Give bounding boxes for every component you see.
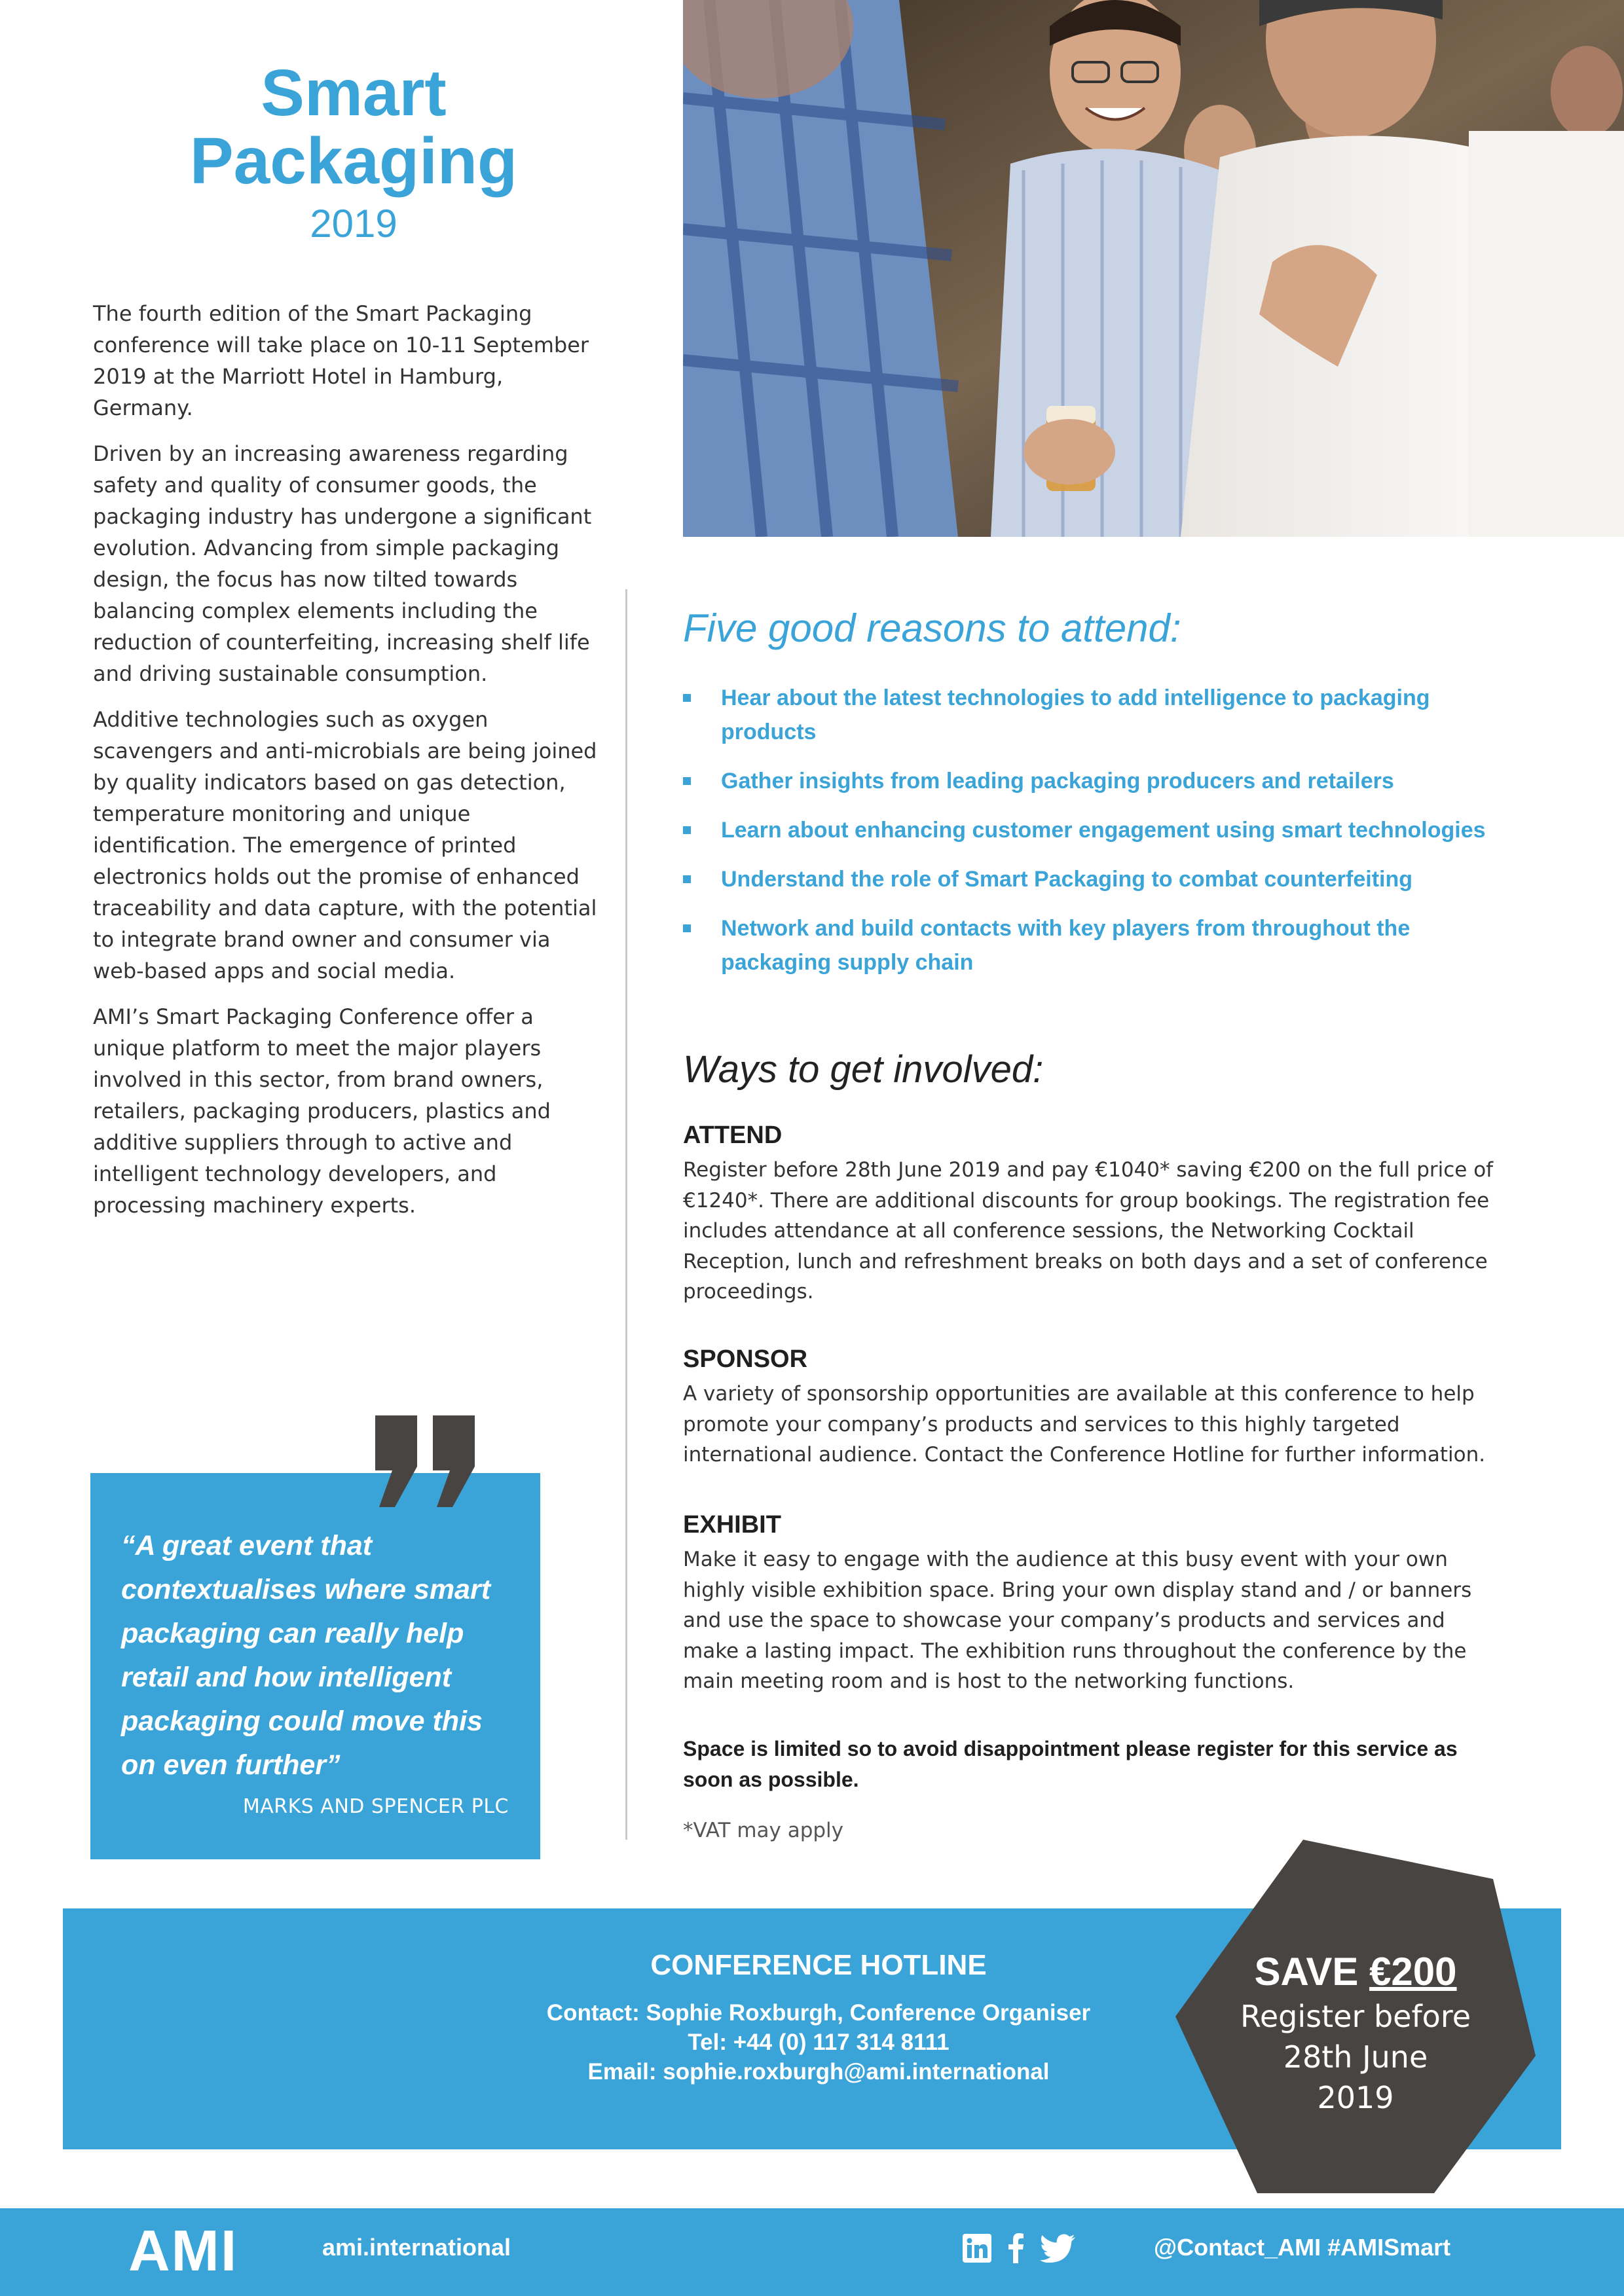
hotline-title: CONFERENCE HOTLINE xyxy=(650,1949,987,1981)
facebook-icon[interactable] xyxy=(1007,2233,1024,2263)
attend-section xyxy=(683,1120,1495,1307)
reason-text: Learn about enhancing customer engagement using smart technologies xyxy=(721,818,1486,843)
linkedin-icon[interactable] xyxy=(963,2234,991,2263)
ami-logo[interactable]: AMI xyxy=(128,2218,238,2283)
testimonial-source: MARKS AND SPENCER PLC xyxy=(242,1795,509,1818)
reason-item xyxy=(683,764,1508,798)
intro-text xyxy=(93,298,604,1235)
reason-item xyxy=(683,681,1508,749)
reason-text: Network and build contacts with key players from throughout the packaging supply chain xyxy=(721,916,1411,975)
reasons-heading: Five good reasons to attend: xyxy=(683,606,1181,650)
testimonial-quote: “A great event that contextualises where smart packaging can really help retail and how intelligent packaging could move this on even further” xyxy=(121,1530,491,1781)
save-line-1: Register before xyxy=(1240,1999,1471,2034)
reasons-list xyxy=(683,681,1508,994)
networking-people-illustration xyxy=(683,0,1624,537)
bullet-icon xyxy=(683,875,691,883)
reason-item xyxy=(683,911,1508,979)
conference-title xyxy=(72,56,635,250)
sponsor-section xyxy=(683,1343,1495,1470)
intro-paragraph-4: AMI’s Smart Packaging Conference offer a unique platform to meet the major players involved in this sector, from brand owners, retailers, packaging producers, plastics and additive suppliers through to active and intelligent technology developers, and processing machinery experts. xyxy=(93,1004,551,1218)
save-amount: €200 xyxy=(1369,1950,1457,1994)
save-line-2: 28th June xyxy=(1283,2039,1428,2075)
intro-paragraph-2: Driven by an increasing awareness regarding safety and quality of consumer goods, the packaging industry has undergone a significant evolution. Advancing from simple packaging design, the focus has now tilted towards balancing complex elements including the reduction of counterfeiting, increasing shelf life and driving sustainable consumption. xyxy=(93,441,592,686)
exhibit-text: Make it easy to engage with the audience at this busy event with your own highly visible exhibition space. Bring your own display stand and / or banners and use the space to showcase your company’s products and services and make a lasting impact. The exhibition runs throughout the conference by the main meeting room and is host to the networking functions. xyxy=(683,1548,1472,1693)
hero-photo xyxy=(683,0,1624,537)
sponsor-heading: SPONSOR xyxy=(683,1345,808,1373)
social-icons xyxy=(963,2232,1075,2265)
hotline-contact: Contact: Sophie Roxburgh, Conference Organiser xyxy=(546,2000,1091,2026)
bullet-icon xyxy=(683,826,691,834)
save-badge xyxy=(1179,1948,1532,2118)
save-line-3: 2019 xyxy=(1317,2080,1394,2115)
exhibit-heading: EXHIBIT xyxy=(683,1511,781,1539)
hotline-email[interactable]: Email: sophie.roxburgh@ami.international xyxy=(587,2059,1050,2085)
social-handle[interactable]: @Contact_AMI #AMISmart xyxy=(1154,2234,1451,2261)
reason-text: Understand the role of Smart Packaging to combat counterfeiting xyxy=(721,867,1413,892)
save-heading xyxy=(1179,1948,1532,1996)
ways-heading: Ways to get involved: xyxy=(683,1048,1044,1091)
attend-heading: ATTEND xyxy=(683,1121,783,1149)
intro-paragraph-1: The fourth edition of the Smart Packaging conference will take place on 10-11 September 2019 at the Marriott Hotel in Hamburg, Germany. xyxy=(93,301,589,420)
reason-text: Hear about the latest technologies to add intelligence to packaging products xyxy=(721,685,1430,744)
exhibit-section xyxy=(683,1509,1495,1697)
reason-item xyxy=(683,813,1508,847)
save-prefix: SAVE xyxy=(1254,1950,1359,1994)
attend-text: Register before 28th June 2019 and pay €1040* saving €200 on the full price of €1240*. There are additional discounts for group bookings. The registration fee includes attendance at all conference sessions, the Networking Cocktail Reception, lunch and refreshment breaks on both days and a set of conference proceedings. xyxy=(683,1158,1494,1303)
intro-paragraph-3: Additive technologies such as oxygen scavengers and anti-microbials are being joined by quality indicators based on gas detection, temperature monitoring and unique identification. The emergence of printed electronics holds out the promise of enhanced traceability and data capture, with the potential to integrate brand owner and consumer via web-based apps and social media. xyxy=(93,707,597,983)
title-line-2: Packaging xyxy=(189,124,518,198)
twitter-icon[interactable] xyxy=(1040,2234,1075,2263)
column-divider xyxy=(625,589,627,1840)
reason-item xyxy=(683,862,1508,896)
bullet-icon xyxy=(683,694,691,702)
quotation-marks-icon xyxy=(370,1415,481,1514)
sponsor-text: A variety of sponsorship opportunities are available at this conference to help promote your company’s products and services to this highly targeted international audience. Contact the Conference Hotline for further information. xyxy=(683,1382,1486,1467)
title-line-1: Smart xyxy=(261,56,447,130)
space-limited-note: Space is limited so to avoid disappointment please register for this service as soon as possible. xyxy=(683,1737,1458,1791)
title-year: 2019 xyxy=(310,202,397,246)
website-link[interactable]: ami.international xyxy=(322,2234,511,2261)
bullet-icon xyxy=(683,777,691,785)
hotline-phone[interactable]: Tel: +44 (0) 117 314 8111 xyxy=(688,2030,950,2055)
bullet-icon xyxy=(683,924,691,932)
reason-text: Gather insights from leading packaging producers and retailers xyxy=(721,769,1394,793)
vat-note: *VAT may apply xyxy=(683,1819,844,1842)
